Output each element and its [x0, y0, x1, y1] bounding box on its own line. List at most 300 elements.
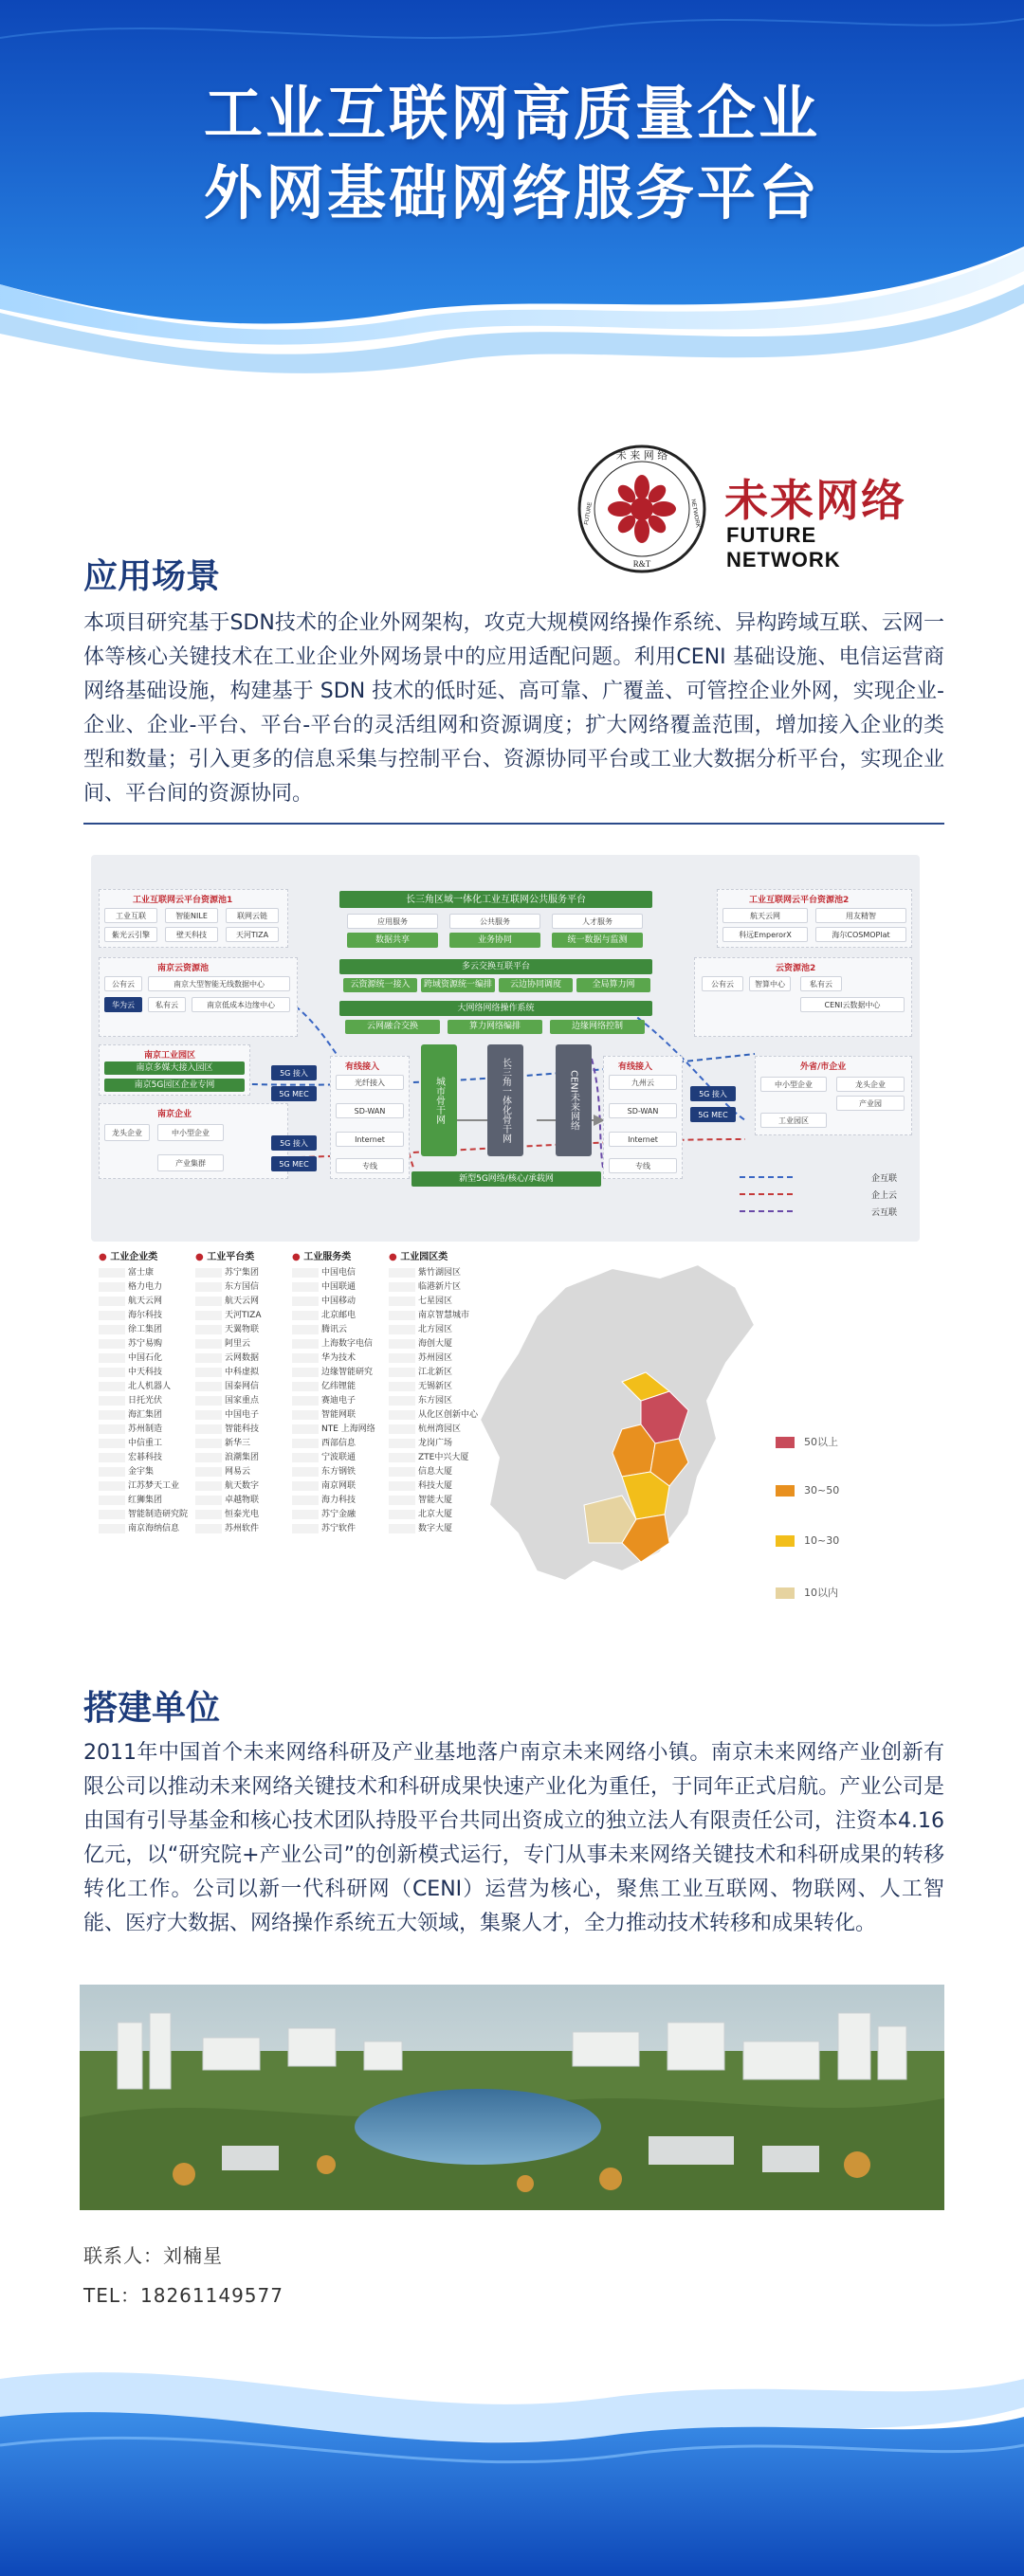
network-os: 大网络网络操作系统 — [339, 1001, 652, 1016]
company-name: 西部信息 — [321, 1439, 357, 1448]
company-entry — [99, 1408, 205, 1423]
service-column — [292, 1249, 398, 1536]
company-name: 东方国信 — [225, 1282, 260, 1292]
company-name: 富士康 — [128, 1268, 155, 1278]
company-logo-icon — [389, 1297, 415, 1306]
chip: SD-WAN — [336, 1103, 404, 1118]
company-name: 红狮集团 — [128, 1496, 163, 1505]
company-name: 北京大厦 — [418, 1510, 453, 1519]
company-logo-icon — [292, 1467, 319, 1477]
company-logo-icon — [292, 1268, 319, 1278]
city-backbone-bar: 城市骨干网 — [421, 1044, 457, 1156]
company-logo-icon — [292, 1410, 319, 1420]
section-title-builder: 搭建单位 — [83, 1689, 221, 1728]
chip: 5G 接入 — [271, 1135, 317, 1151]
company-logo-icon — [195, 1396, 222, 1406]
map-legend-item: 30~50 — [776, 1484, 839, 1497]
company-logo-icon — [389, 1453, 415, 1462]
chip: 公共服务 — [449, 914, 540, 929]
company-entry — [292, 1380, 398, 1394]
chip: 智能NILE — [165, 908, 218, 923]
company-logo-icon — [195, 1453, 222, 1462]
company-logo-icon — [292, 1325, 319, 1334]
company-logo-icon — [99, 1510, 125, 1519]
company-name: 科技大厦 — [418, 1481, 453, 1491]
company-logo-icon — [195, 1424, 222, 1434]
company-logo-icon — [389, 1368, 415, 1377]
company-entry — [195, 1494, 302, 1508]
company-logo-icon — [292, 1353, 319, 1363]
chip: 专线 — [336, 1158, 404, 1173]
company-name: 天翼物联 — [225, 1325, 260, 1334]
company-logo-icon — [195, 1410, 222, 1420]
company-entry — [99, 1323, 205, 1337]
company-name: 航天云网 — [128, 1297, 163, 1306]
company-name: 新华三 — [225, 1439, 251, 1448]
brand-name-cn: 未来网络 — [724, 475, 906, 526]
chip: 光纤接入 — [336, 1075, 404, 1090]
company-name: 东方钢铁 — [321, 1467, 357, 1477]
company-logo-icon — [195, 1311, 222, 1320]
map-legend-item: 10以内 — [776, 1585, 838, 1600]
company-entry — [99, 1309, 205, 1323]
company-logo-icon — [389, 1410, 415, 1420]
company-logo-icon — [99, 1396, 125, 1406]
company-entry — [292, 1366, 398, 1380]
company-entry — [99, 1280, 205, 1295]
multi-cloud-platform: 多云交换互联平台 — [339, 959, 652, 974]
company-entry — [195, 1323, 302, 1337]
contact-person: 联系人：刘楠星 — [83, 2244, 223, 2267]
chip: 5G MEC — [271, 1086, 317, 1101]
5g-core-bar: 新型5G网络/核心/承载网 — [411, 1171, 601, 1187]
company-logo-icon — [195, 1339, 222, 1349]
company-name: 七星园区 — [418, 1297, 453, 1306]
chip: 云资源统一接入 — [343, 978, 417, 992]
company-logo-icon — [292, 1481, 319, 1491]
company-entry — [99, 1494, 205, 1508]
company-logo-icon — [99, 1496, 125, 1505]
company-entry — [195, 1266, 302, 1280]
company-logo-icon — [292, 1424, 319, 1434]
company-logo-icon — [195, 1382, 222, 1391]
company-name: 南京智慧城市 — [418, 1311, 470, 1320]
section-title-scenario: 应用场景 — [83, 557, 221, 596]
company-entry — [292, 1451, 398, 1465]
map-legend-item: 10~30 — [776, 1534, 839, 1547]
company-name: 北人机器人 — [128, 1382, 172, 1391]
company-logo-icon — [99, 1368, 125, 1377]
company-name: 华为技术 — [321, 1353, 357, 1363]
company-entry — [99, 1394, 205, 1408]
company-entry — [195, 1451, 302, 1465]
company-logo-icon — [195, 1325, 222, 1334]
company-name: 中国电子 — [225, 1410, 260, 1420]
company-name: 格力电力 — [128, 1282, 163, 1292]
company-name: 海尔科技 — [128, 1311, 163, 1320]
chip: 数据共享 — [347, 933, 438, 948]
company-name: 紫竹湖园区 — [418, 1268, 462, 1278]
svg-text:FUTURE: FUTURE — [583, 501, 594, 526]
company-entry — [292, 1351, 398, 1366]
company-entry — [99, 1522, 205, 1536]
company-entry — [195, 1508, 302, 1522]
column-header: ● 工业服务类 — [292, 1252, 352, 1262]
company-name: 北京邮电 — [321, 1311, 357, 1320]
company-logo-icon — [292, 1510, 319, 1519]
company-entry — [99, 1465, 205, 1479]
chip: 航天云网 — [722, 908, 808, 923]
company-entry — [292, 1394, 398, 1408]
company-entry — [99, 1437, 205, 1451]
company-logo-icon — [195, 1268, 222, 1278]
nanjing-cloud-title: 南京云资源池 — [157, 964, 210, 973]
company-logo-icon — [195, 1282, 222, 1292]
chip: 壁天科技 — [165, 927, 218, 942]
chip: 南京低成本边缘中心 — [192, 997, 290, 1012]
company-logo-icon — [99, 1311, 125, 1320]
company-logo-icon — [99, 1382, 125, 1391]
title-line-1: 工业互联网高质量企业 — [203, 79, 820, 148]
company-name: 智能大厦 — [418, 1496, 453, 1505]
company-logo-icon — [292, 1496, 319, 1505]
company-logo-icon — [99, 1268, 125, 1278]
company-entry — [195, 1337, 302, 1351]
company-entry — [99, 1508, 205, 1522]
company-logo-icon — [195, 1467, 222, 1477]
chip: 5G 接入 — [690, 1086, 736, 1101]
nanjing-park-title: 南京工业园区 — [144, 1051, 196, 1061]
company-name: 亿纬锂能 — [321, 1382, 357, 1391]
company-entry — [99, 1266, 205, 1280]
chip: Internet — [336, 1132, 404, 1147]
company-entry — [195, 1465, 302, 1479]
legend-enterprise-link: 企互联 — [870, 1174, 897, 1184]
column-header: ● 工业企业类 — [99, 1252, 158, 1262]
company-entry — [99, 1479, 205, 1494]
company-name: 中国电信 — [321, 1268, 357, 1278]
company-name: 国家重点 — [225, 1396, 260, 1406]
company-name: 海力科技 — [321, 1496, 357, 1505]
company-logo-icon — [292, 1339, 319, 1349]
company-name: 苏宁金融 — [321, 1510, 357, 1519]
company-logo-icon — [195, 1481, 222, 1491]
builder-paragraph: 2011年中国首个未来网络科研及产业基地落户南京未来网络小镇。南京未来网络产业创新有限公司以推动未来网络关键技术和科研成果快速产业化为重任，于同年正式启航。产业公司是由国有引导基金和核心技术团队持股平台共同出资成立的独立法人有限责任公司，注资本4.16亿元，以“研究院+产业公司”的创新模式运行，专门从事未来网络关键技术和科研成果的转移转化工作。公司以新一代科研网（CENI）运营为核心，聚焦工业互联网、物联网、人工智能、医疗大数据、网络操作系统五大领域，集聚人才，全力推动技术转移和成果转化。 — [83, 1741, 944, 1935]
company-name: ZTE中兴大厦 — [418, 1453, 469, 1462]
company-logo-icon — [389, 1396, 415, 1406]
chip: 全局算力网 — [576, 978, 650, 992]
company-name: 中天科技 — [128, 1368, 163, 1377]
company-logo-icon — [389, 1510, 415, 1519]
company-logo-icon — [99, 1424, 125, 1434]
company-name: 数字大厦 — [418, 1524, 453, 1533]
company-logo-icon — [389, 1467, 415, 1477]
company-name: 阿里云 — [225, 1339, 251, 1349]
seal-emblem-icon — [576, 444, 707, 574]
company-name: 上海数字电信 — [321, 1339, 374, 1349]
legend-swatch — [776, 1485, 795, 1497]
company-logo-icon — [292, 1439, 319, 1448]
company-name: 网易云 — [225, 1467, 251, 1477]
company-name: 天河TIZA — [225, 1311, 262, 1320]
company-entry — [99, 1451, 205, 1465]
company-name: 江北新区 — [418, 1368, 453, 1377]
company-entry — [195, 1295, 302, 1309]
column-header: ● 工业平台类 — [195, 1252, 255, 1262]
company-name: 海汇集团 — [128, 1410, 163, 1420]
company-name: 杭州湾园区 — [418, 1424, 462, 1434]
company-name: 苏州软件 — [225, 1524, 260, 1533]
company-logo-icon — [389, 1424, 415, 1434]
nanjing-enterprise-title: 南京企业 — [157, 1110, 192, 1119]
company-entry — [99, 1295, 205, 1309]
company-name: 中国联通 — [321, 1282, 357, 1292]
scenario-paragraph: 本项目研究基于SDN技术的企业外网架构，攻克大规模网络操作系统、异构跨域互联、云网一体等核心关键技术在工业企业外网场景中的应用适配问题。利用CENI 基础设施、电信运营商网络基础设施，构建基于 SDN 技术的低时延、高可靠、广覆盖、可管控企业外网，实现企业-企业、企业-平台、平台-平台的灵活组网和资源调度；扩大网络覆盖范围，增加接入企业的类型和数量；引入更多的信息采集与控制平台、资源协同平台或工业大数据分析平台，实现企业间、平台间的资源协同。 — [83, 611, 944, 806]
company-logo-icon — [99, 1339, 125, 1349]
chip: 产业集群 — [157, 1154, 224, 1171]
company-name: 恒泰光电 — [225, 1510, 260, 1519]
company-name: 金宇集 — [128, 1467, 155, 1477]
company-logo-icon — [99, 1282, 125, 1292]
page-title — [0, 74, 1024, 233]
company-entry — [99, 1366, 205, 1380]
company-entry — [195, 1380, 302, 1394]
company-entry — [292, 1309, 398, 1323]
chip: 南京大型智能无线数据中心 — [148, 976, 290, 991]
company-logo-icon — [99, 1325, 125, 1334]
company-entry — [292, 1437, 398, 1451]
chip: 人才服务 — [552, 914, 643, 929]
chip: 工业互联 — [104, 908, 157, 923]
chip: 边缘网络控制 — [550, 1020, 645, 1034]
chip: 紫光云引擎 — [104, 927, 157, 942]
company-name: 无锡新区 — [418, 1382, 453, 1391]
company-entry — [195, 1522, 302, 1536]
company-entry — [292, 1508, 398, 1522]
chip: 南京5G园区企业专网 — [104, 1079, 245, 1092]
platform-column — [195, 1249, 302, 1536]
company-logo-icon — [195, 1524, 222, 1533]
chip: 5G MEC — [690, 1107, 736, 1122]
company-name: 临港新片区 — [418, 1282, 462, 1292]
company-logo-icon — [292, 1297, 319, 1306]
company-entry — [292, 1408, 398, 1423]
chip: 公有云 — [702, 976, 743, 991]
chip: 中小型企业 — [157, 1124, 224, 1141]
column-header: ● 工业园区类 — [389, 1252, 448, 1262]
company-entry — [195, 1479, 302, 1494]
chip: 5G 接入 — [271, 1065, 317, 1080]
company-name: 日托光伏 — [128, 1396, 163, 1406]
company-logo-icon — [389, 1339, 415, 1349]
company-logo-icon — [292, 1524, 319, 1533]
yrd-backbone-bar: 长三角一体化骨干网 — [487, 1044, 523, 1156]
company-entry — [292, 1295, 398, 1309]
company-name: 智能制造研究院 — [128, 1510, 189, 1519]
chip: 应用服务 — [347, 914, 438, 929]
chip: CENI云数据中心 — [800, 997, 905, 1012]
section-divider — [83, 823, 944, 825]
chip: 南京多媒大接入园区 — [104, 1061, 245, 1075]
company-logo-icon — [389, 1524, 415, 1533]
company-logo-icon — [389, 1496, 415, 1505]
company-entry — [292, 1465, 398, 1479]
company-name: NTE 上海网络 — [321, 1424, 375, 1434]
company-logo — [576, 444, 937, 586]
company-logo-icon — [195, 1496, 222, 1505]
chip: 云边协同调度 — [499, 978, 573, 992]
company-logo-icon — [99, 1453, 125, 1462]
chip: 私有云 — [148, 997, 186, 1012]
company-logo-icon — [195, 1368, 222, 1377]
company-entry — [195, 1394, 302, 1408]
chip: 统一数据与监测 — [552, 933, 643, 948]
network-architecture-diagram — [91, 855, 920, 1242]
company-logo-icon — [389, 1311, 415, 1320]
legend-enterprise-cloud: 企上云 — [870, 1191, 897, 1201]
company-name: 南京海纳信息 — [128, 1524, 180, 1533]
right-wired-access-title: 有线接入 — [618, 1062, 653, 1072]
header-banner — [0, 0, 1024, 398]
company-name: 龙岗广场 — [418, 1439, 453, 1448]
company-logo-icon — [195, 1353, 222, 1363]
company-entry — [99, 1337, 205, 1351]
company-entry — [195, 1408, 302, 1423]
brand-name-en: FUTURE NETWORK — [726, 523, 841, 571]
company-logo-icon — [292, 1396, 319, 1406]
company-name: 宁波联通 — [321, 1453, 357, 1462]
company-entry — [195, 1437, 302, 1451]
chip: 产业园 — [836, 1096, 905, 1111]
company-name: 国泰网信 — [225, 1382, 260, 1391]
company-entry — [99, 1351, 205, 1366]
chip: 工业园区 — [760, 1113, 827, 1128]
chip: 云网融合交换 — [345, 1020, 440, 1034]
chip: 跨域资源统一编排 — [421, 978, 495, 992]
company-name: 航天云网 — [225, 1297, 260, 1306]
company-name: 中国石化 — [128, 1353, 163, 1363]
company-name: 腾讯云 — [321, 1325, 348, 1334]
company-name: 苏宁易购 — [128, 1339, 163, 1349]
company-entry — [292, 1323, 398, 1337]
company-name: 北方园区 — [418, 1325, 453, 1334]
company-logo-icon — [195, 1439, 222, 1448]
company-logo-icon — [99, 1410, 125, 1420]
chip: 中小型企业 — [760, 1077, 827, 1092]
company-logo-icon — [292, 1311, 319, 1320]
company-name: 浪潮集团 — [225, 1453, 260, 1462]
company-entry — [292, 1494, 398, 1508]
map-legend-item: 50以上 — [776, 1434, 838, 1449]
campus-illustration — [80, 1985, 944, 2210]
company-entry — [292, 1522, 398, 1536]
company-name: 南京网联 — [321, 1481, 357, 1491]
company-name: 赛迪电子 — [321, 1396, 357, 1406]
other-city-title: 外省/市企业 — [800, 1062, 847, 1072]
chip: 海尔COSMOPlat — [815, 927, 906, 942]
enterprise-column — [99, 1249, 205, 1536]
cloud-pool-1-title: 工业互联网云平台资源池1 — [133, 896, 233, 905]
company-logo-icon — [389, 1268, 415, 1278]
chip: 算力网络编排 — [448, 1020, 542, 1034]
company-name: 江苏梦天工业 — [128, 1481, 180, 1491]
chip: SD-WAN — [609, 1103, 677, 1118]
svg-text:R&T: R&T — [632, 559, 651, 569]
legend-swatch — [776, 1437, 795, 1448]
company-name: 卓越物联 — [225, 1496, 260, 1505]
company-logo-icon — [195, 1510, 222, 1519]
company-logo-icon — [292, 1382, 319, 1391]
company-entry — [195, 1309, 302, 1323]
ceni-network-bar: CENI未来网络 — [556, 1044, 592, 1156]
legend-cloud-link: 云互联 — [870, 1208, 897, 1218]
legend-swatch — [776, 1587, 795, 1599]
chip: 业务协同 — [449, 933, 540, 948]
chip: 用友精智 — [815, 908, 906, 923]
company-entry — [292, 1479, 398, 1494]
company-logo-icon — [99, 1439, 125, 1448]
company-logo-icon — [389, 1382, 415, 1391]
company-entry — [99, 1423, 205, 1437]
footer-wave-banner — [0, 2341, 1024, 2576]
company-name: 智能科技 — [225, 1424, 260, 1434]
company-name: 徐工集团 — [128, 1325, 163, 1334]
company-name: 苏宁集团 — [225, 1268, 260, 1278]
company-logo-icon — [99, 1524, 125, 1533]
chip: 九州云 — [609, 1075, 677, 1090]
company-name: 航天数字 — [225, 1481, 260, 1491]
industry-distribution-map — [91, 1249, 920, 1657]
company-name: 中信重工 — [128, 1439, 163, 1448]
company-logo-icon — [292, 1282, 319, 1292]
china-map-graphic — [480, 1259, 774, 1647]
company-name: 东方园区 — [418, 1396, 453, 1406]
company-name: 边缘智能研究 — [321, 1368, 374, 1377]
footer-wave-graphic — [0, 2341, 1024, 2576]
company-name: 从化区创新中心 — [418, 1410, 479, 1420]
company-entry — [292, 1266, 398, 1280]
company-logo-icon — [99, 1297, 125, 1306]
company-entry — [292, 1337, 398, 1351]
company-name: 宏碁科技 — [128, 1453, 163, 1462]
company-entry — [292, 1423, 398, 1437]
chip: 5G MEC — [271, 1156, 317, 1171]
chip: 龙头企业 — [104, 1124, 150, 1141]
campus-aerial-photo — [80, 1985, 944, 2210]
svg-text:NETWORK: NETWORK — [689, 499, 701, 529]
company-name: 苏州制造 — [128, 1424, 163, 1434]
legend-swatch — [776, 1535, 795, 1547]
company-logo-icon — [99, 1467, 125, 1477]
company-logo-icon — [292, 1368, 319, 1377]
company-logo-icon — [389, 1353, 415, 1363]
company-entry — [195, 1351, 302, 1366]
company-name: 苏州园区 — [418, 1353, 453, 1363]
company-name: 中国移动 — [321, 1297, 357, 1306]
chip: 联网云链 — [226, 908, 279, 923]
company-name: 海创大厦 — [418, 1339, 453, 1349]
company-entry — [99, 1380, 205, 1394]
company-entry — [195, 1280, 302, 1295]
chip: 专线 — [609, 1158, 677, 1173]
cloud-pool-2b-title: 云资源池2 — [776, 964, 816, 973]
company-logo-icon — [389, 1481, 415, 1491]
company-name: 中科虚拟 — [225, 1368, 260, 1377]
wired-access-title: 有线接入 — [345, 1062, 380, 1072]
company-logo-icon — [389, 1439, 415, 1448]
chip: 龙头企业 — [836, 1077, 905, 1092]
chip: 天河TIZA — [226, 927, 279, 942]
